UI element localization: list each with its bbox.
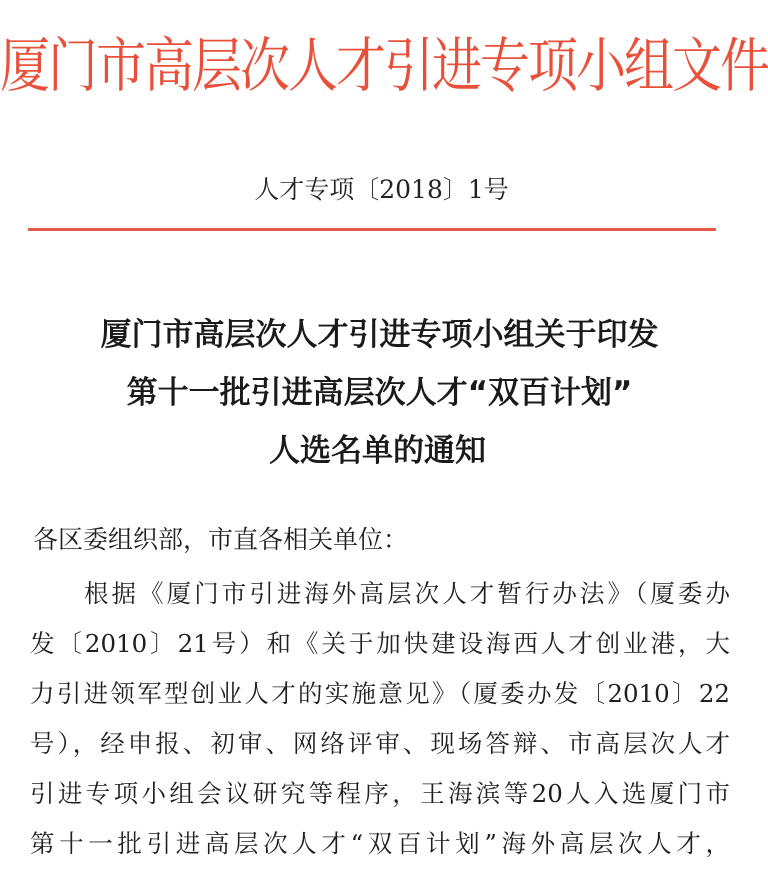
body-paragraph [30,569,730,869]
salutation: 各区委组织部，市直各相关单位： [33,525,409,554]
body-line: 力引进领军型创业人才的实施意见》（厦委办发〔2010〕22 [30,679,730,708]
notice-title-line: 人选名单的通知 [269,433,486,469]
notice-title-line: 第十一批引进高层次人才“双百计划” [126,375,633,411]
red-divider-line [28,228,716,231]
notice-title [0,306,763,480]
document-header-title: 厦门市高层次人才引进专项小组文件 [0,31,768,101]
body-line: 发〔2010〕21号）和《关于加快建设海西人才创业港，大 [30,629,730,658]
document-number: 人才专项〔2018〕1号 [254,175,509,204]
body-line: 根据《厦门市引进海外高层次人才暂行办法》（厦委办 [84,579,730,608]
body-line: 第十一批引进高层次人才“双百计划”海外高层次人才， [30,829,730,858]
notice-title-line: 厦门市高层次人才引进专项小组关于印发 [100,317,659,353]
body-line: 引进专项小组会议研究等程序，王海滨等20人入选厦门市 [30,779,730,808]
body-line: 号），经申报、初审、网络评审、现场答辩、市高层次人才 [30,729,730,758]
